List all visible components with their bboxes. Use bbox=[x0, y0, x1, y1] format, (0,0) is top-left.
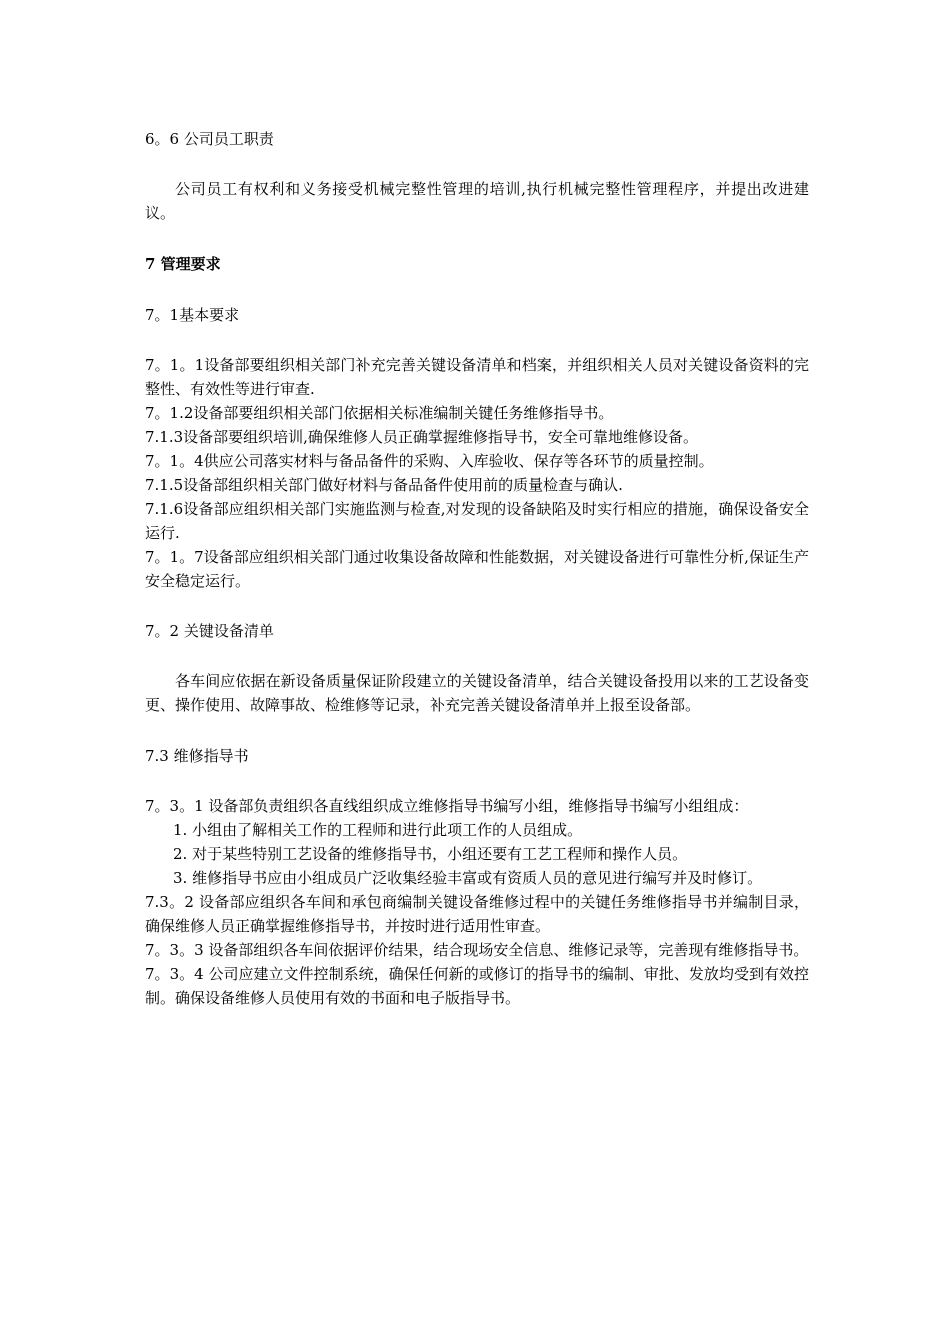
paragraph: 7.1.6设备部应组织相关部门实施监测与检查,对发现的设备缺陷及时实行相应的措施，确保设备安全运行. bbox=[145, 500, 809, 542]
list-item: 3. 维修指导书应由小组成员广泛收集经验丰富或有资质人员的意见进行编写并及时修订。 bbox=[173, 869, 763, 887]
section-6-6-body: 公司员工有权利和义务接受机械完整性管理的培训,执行机械完整性管理程序，并提出改进建议。 bbox=[145, 180, 809, 222]
paragraph: 7.1.5设备部组织相关部门做好材料与备品备件使用前的质量检查与确认. bbox=[145, 476, 623, 494]
section-7-2-title: 7。2 关键设备清单 bbox=[145, 622, 274, 640]
section-7-3-2: 7.3。2 设备部应组织各车间和承包商编制关键设备维修过程中的关键任务维修指导书并编制目录，确保维修人员正确掌握维修指导书，并按时进行适用性审查。 bbox=[145, 893, 809, 935]
document-page bbox=[145, 127, 809, 1010]
section-7-3-1-list bbox=[145, 818, 809, 890]
list-item: 1. 小组由了解相关工作的工程师和进行此项工作的人员组成。 bbox=[173, 821, 583, 839]
paragraph: 7。1。7设备部应组织相关部门通过收集设备故障和性能数据，对关键设备进行可靠性分析,保证生产安全稳定运行。 bbox=[145, 548, 809, 590]
section-7-1-title: 7。1基本要求 bbox=[145, 306, 240, 324]
section-7-3-title: 7.3 维修指导书 bbox=[145, 747, 249, 765]
list-item: 2. 对于某些特别工艺设备的维修指导书，小组还要有工艺工程师和操作人员。 bbox=[173, 845, 688, 863]
section-7-2-body: 各车间应依据在新设备质量保证阶段建立的关键设备清单，结合关键设备投用以来的工艺设备变更、操作使用、故障事故、检维修等记录，补充完善关键设备清单并上报至设备部。 bbox=[145, 672, 809, 714]
paragraph: 7。1。1设备部要组织相关部门补充完善关键设备清单和档案，并组织相关人员对关键设备资料的完整性、有效性等进行审查. bbox=[145, 356, 809, 398]
section-7-3-4: 7。3。4 公司应建立文件控制系统，确保任何新的或修订的指导书的编制、审批、发放均受到有效控制。确保设备维修人员使用有效的书面和电子版指导书。 bbox=[145, 965, 809, 1007]
paragraph: 7。1。4供应公司落实材料与备品备件的采购、入库验收、保存等各环节的质量控制。 bbox=[145, 452, 714, 470]
section-7-1-items bbox=[145, 353, 809, 593]
section-6-6-title: 6。6 公司员工职责 bbox=[145, 130, 274, 148]
section-7-title: 7 管理要求 bbox=[145, 255, 221, 273]
section-7-3-3: 7。3。3 设备部组织各车间依据评价结果，结合现场安全信息、维修记录等，完善现有维修指导书。 bbox=[145, 941, 809, 959]
paragraph: 7。1.2设备部要组织相关部门依据相关标准编制关键任务维修指导书。 bbox=[145, 404, 614, 422]
paragraph: 7.1.3设备部要组织培训,确保维修人员正确掌握维修指导书，安全可靠地维修设备。 bbox=[145, 428, 698, 446]
section-7-3-1: 7。3。1 设备部负责组织各直线组织成立维修指导书编写小组，维修指导书编写小组组成： bbox=[145, 797, 749, 815]
